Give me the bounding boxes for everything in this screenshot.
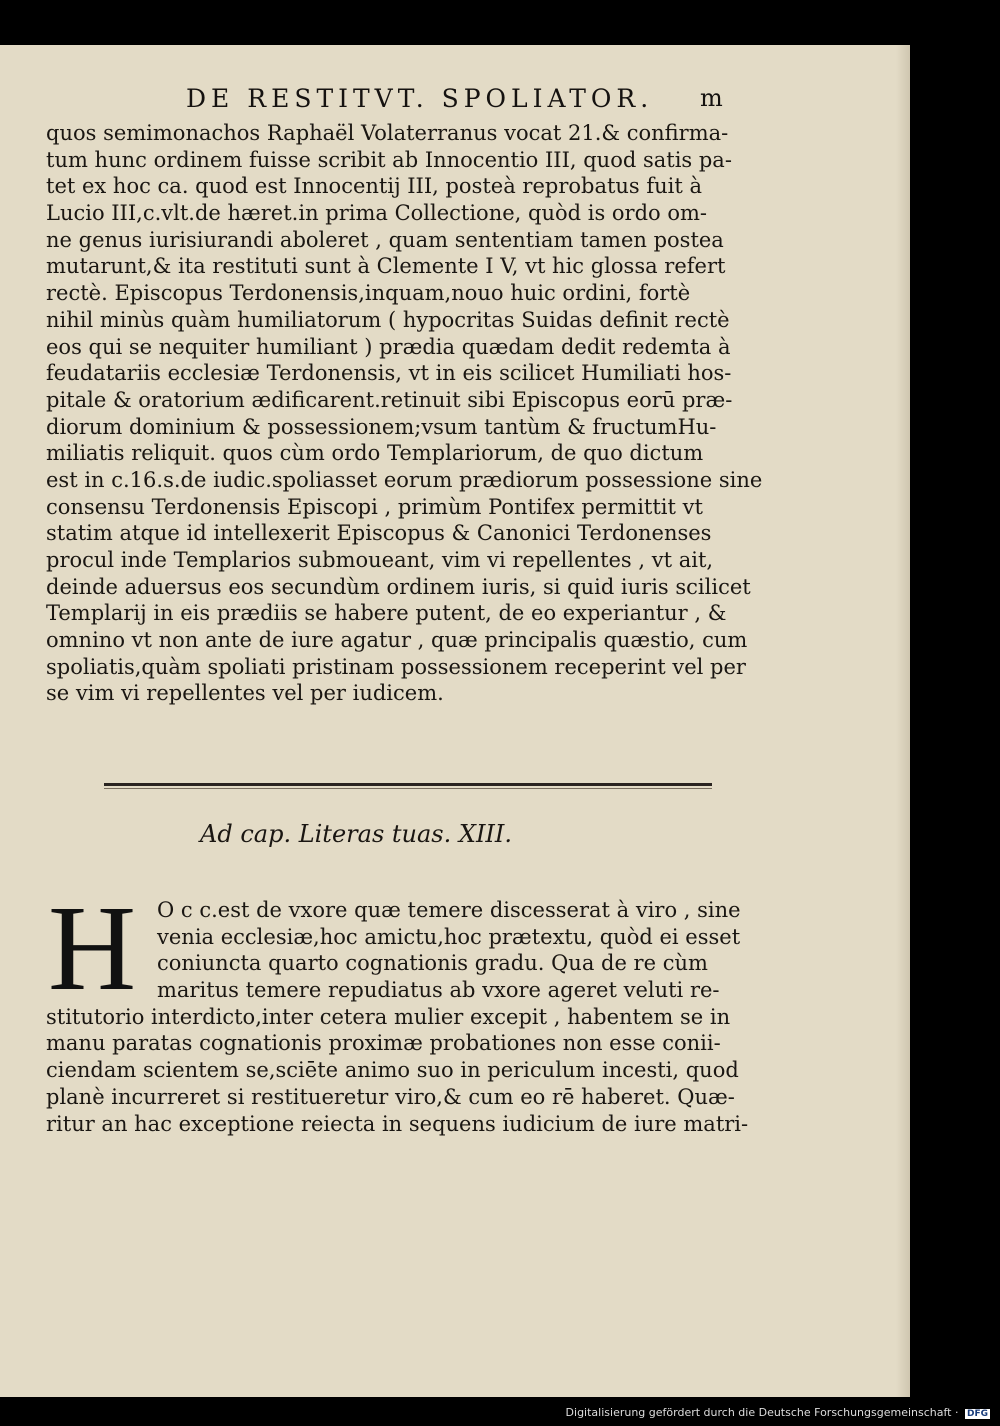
text-line: coniuncta quarto cognationis gradu. Qua de re cùm xyxy=(157,951,708,976)
text-line: statim atque id intellexerit Episcopus & Canonici Terdonenses xyxy=(46,521,712,546)
text-line: planè incurreret si restitueretur viro,& cum eo rē haberet. Quæ- xyxy=(46,1084,735,1109)
text-line: eos qui se nequiter humiliant ) prædia quædam dedit redemta à xyxy=(46,334,731,359)
text-line: pitale & oratorium ædificarent.retinuit sibi Episcopus eorū præ- xyxy=(46,387,733,412)
section-divider xyxy=(104,783,712,786)
text-line: manu paratas cognationis proximæ probationes non esse conii- xyxy=(46,1031,721,1056)
text-line: mutarunt,& ita restituti sunt à Clemente I V, vt hic glossa refert xyxy=(46,254,726,279)
section-heading: Ad cap. Literas tuas. XIII. xyxy=(200,820,513,848)
text-line: est in c.16.s.de iudic.spoliasset eorum prædiorum possessione sine xyxy=(46,467,763,492)
text-line: quos semimonachos Raphaël Volaterranus vocat 21.& confirma- xyxy=(46,121,729,145)
drop-cap-initial: H xyxy=(48,881,137,1016)
text-line: nihil minùs quàm humiliatorum ( hypocritas Suidas definit rectè xyxy=(46,307,730,332)
text-line: ritur an hac exceptione reiecta in sequens iudicium de iure matri- xyxy=(46,1111,749,1136)
text-block-1 xyxy=(46,120,763,707)
credit-text: Digitalisierung gefördert durch die Deutsche Forschungsgemeinschaft xyxy=(565,1406,952,1419)
text-line: feudatariis ecclesiæ Terdonensis, vt in eis scilicet Humiliati hos- xyxy=(46,361,732,386)
folio-number: m xyxy=(700,84,723,112)
text-line: stitutorio interdicto,inter cetera mulier excepit , habentem se in xyxy=(46,1004,731,1029)
text-line: omnino vt non ante de iure agatur , quæ principalis quæstio, cum xyxy=(46,628,748,653)
text-line: spoliatis,quàm spoliati pristinam possessionem receperint vel per xyxy=(46,654,746,679)
running-head: DE RESTITVT. SPOLIATOR. xyxy=(186,84,654,113)
digitization-credit: Digitalisierung gefördert durch die Deutsche Forschungsgemeinschaft · DFG xyxy=(565,1406,988,1419)
text-line: ne genus iurisiurandi aboleret , quam sententiam tamen postea xyxy=(46,227,724,252)
text-line: venia ecclesiæ,hoc amictu,hoc prætextu, quòd ei esset xyxy=(157,924,741,949)
text-line: diorum dominium & possessionem;vsum tantùm & fructumHu- xyxy=(46,414,717,439)
text-line: miliatis reliquit. quos cùm ordo Templariorum, de quo dictum xyxy=(46,441,704,466)
text-line: ciendam scientem se,sciēte animo suo in periculum incesti, quod xyxy=(46,1058,739,1083)
text-line: Lucio III,c.vlt.de hæret.in prima Collectione, quòd is ordo om- xyxy=(46,201,707,226)
section-divider-thin xyxy=(104,788,712,789)
text-block-2 xyxy=(46,897,749,1137)
page-edge xyxy=(896,45,910,1397)
text-line: Templarij in eis prædiis se habere putent, de eo experiantur , & xyxy=(46,601,727,626)
text-line: consensu Terdonensis Episcopi , primùm Pontifex permittit vt xyxy=(46,494,703,519)
text-line: deinde aduersus eos secundùm ordinem iuris, si quid iuris scilicet xyxy=(46,574,751,599)
text-line: maritus temere repudiatus ab vxore ageret veluti re- xyxy=(157,978,720,1003)
text-line: procul inde Templarios submoueant, vim vi repellentes , vt ait, xyxy=(46,548,714,572)
text-line: tet ex hoc ca. quod est Innocentij III, posteà reprobatus fuit à xyxy=(46,174,703,199)
text-line: se vim vi repellentes vel per iudicem. xyxy=(46,681,444,706)
text-line: O c c.est de vxore quæ temere discesserat à viro , sine xyxy=(157,898,741,922)
text-line: rectè. Episcopus Terdonensis,inquam,nouo huic ordini, fortè xyxy=(46,281,691,306)
text-line: tum hunc ordinem fuisse scribit ab Innocentio III, quod satis pa- xyxy=(46,147,732,172)
dfg-logo: DFG xyxy=(966,1409,988,1419)
